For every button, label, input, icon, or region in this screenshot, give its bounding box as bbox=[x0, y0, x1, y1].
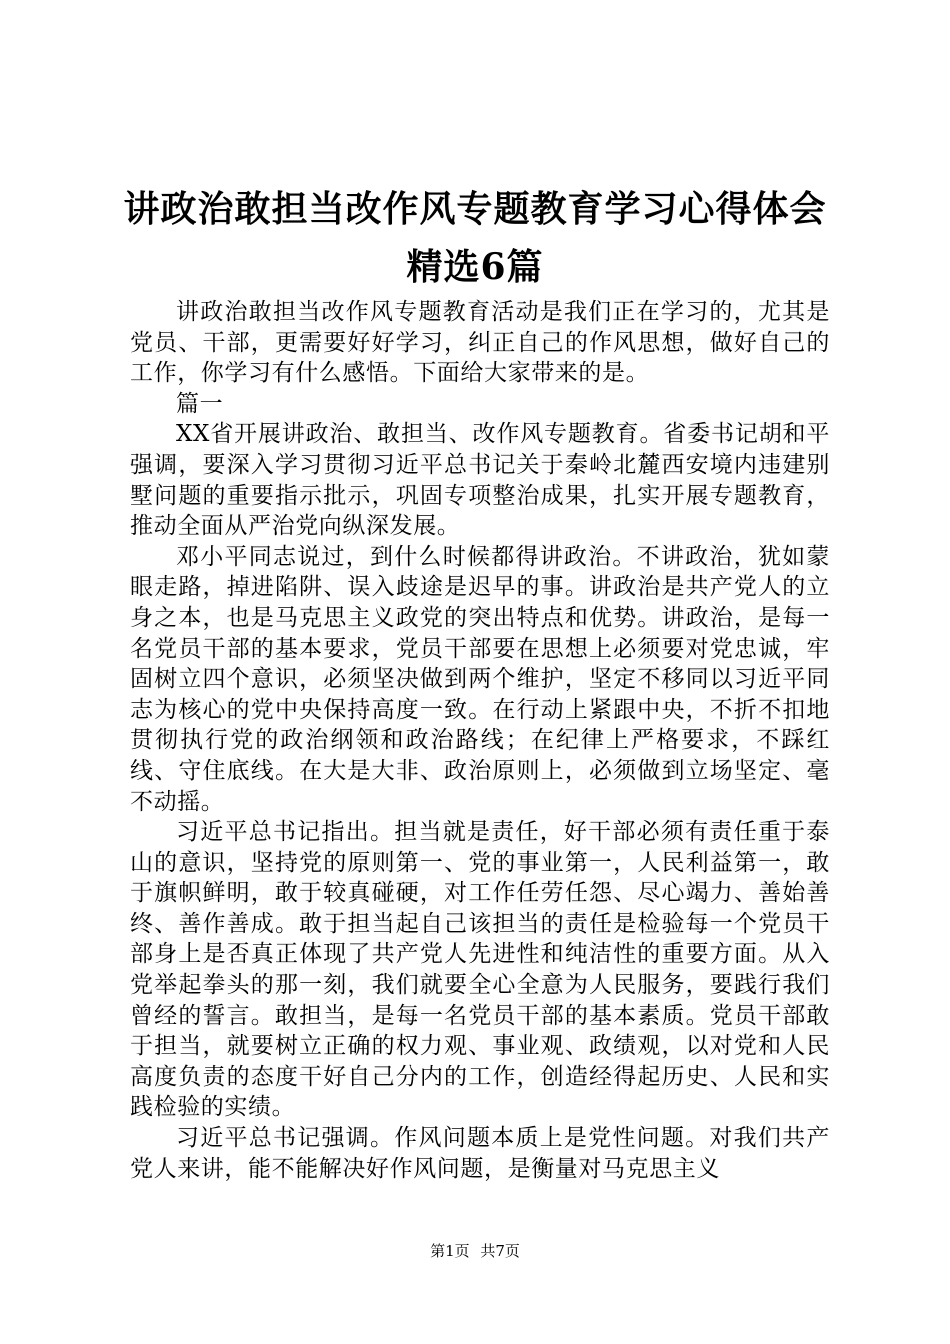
document-body bbox=[130, 297, 830, 1184]
section-heading: 篇一 bbox=[176, 390, 224, 417]
page-number: 第1页 bbox=[430, 1242, 470, 1260]
paragraph: 邓小平同志说过，到什么时候都得讲政治。不讲政治，犹如蒙眼走路，掉进陷阱、误入歧途是迟早的事。讲政治是共产党人的立身之本，也是马克思主义政党的突出特点和优势。讲政治，是每一名党员干部的基本要求，党员干部要在思想上必须要对党忠诚，牢固树立四个意识，必须坚决做到两个维护，坚定不移同以习近平同志为核心的党中央保持高度一致。在行动上紧跟中央，不折不扣地贯彻执行党的政治纲领和政治路线；在纪律上严格要求，不踩红线、守住底线。在大是大非、政治原则上，必须做到立场坚定、毫不动摇。 bbox=[130, 543, 830, 815]
paragraph-intro: 讲政治敢担当改作风专题教育活动是我们正在学习的，尤其是党员、干部，更需要好好学习，纠正自己的作风思想，做好自己的工作，你学习有什么感悟。下面给大家带来的是。 bbox=[130, 299, 830, 387]
paragraph: 习近平总书记指出。担当就是责任，好干部必须有责任重于泰山的意识，坚持党的原则第一、党的事业第一，人民利益第一，敢于旗帜鲜明，敢于较真碰硬，对工作任劳任怨、尽心竭力、善始善终、善作善成。敢于担当起自己该担当的责任是检验每一个党员干部身上是否真正体现了共产党人先进性和纯洁性的重要方面。从入党举起拳头的那一刻，我们就要全心全意为人民服务，要践行我们曾经的誓言。敢担当，是每一名党员干部的基本素质。党员干部敢于担当，就要树立正确的权力观、事业观、政绩观，以对党和人民高度负责的态度干好自己分内的工作，创造经得起历史、人民和实践检验的实绩。 bbox=[130, 819, 830, 1121]
paragraph: 习近平总书记强调。作风问题本质上是党性问题。对我们共产党人来讲，能不能解决好作风问题，是衡量对马克思主义 bbox=[130, 1125, 830, 1182]
page-total: 共7页 bbox=[480, 1242, 520, 1260]
page-footer bbox=[0, 1241, 950, 1261]
document-title: 讲政治敢担当改作风专题教育学习心得体会精选6篇 bbox=[123, 188, 827, 288]
paragraph: XX省开展讲政治、敢担当、改作风专题教育。省委书记胡和平强调，要深入学习贯彻习近平总书记关于秦岭北麓西安境内违建别墅问题的重要指示批示，巩固专项整治成果，扎实开展专题教育，推动全面从严治党向纵深发展。 bbox=[130, 421, 830, 540]
